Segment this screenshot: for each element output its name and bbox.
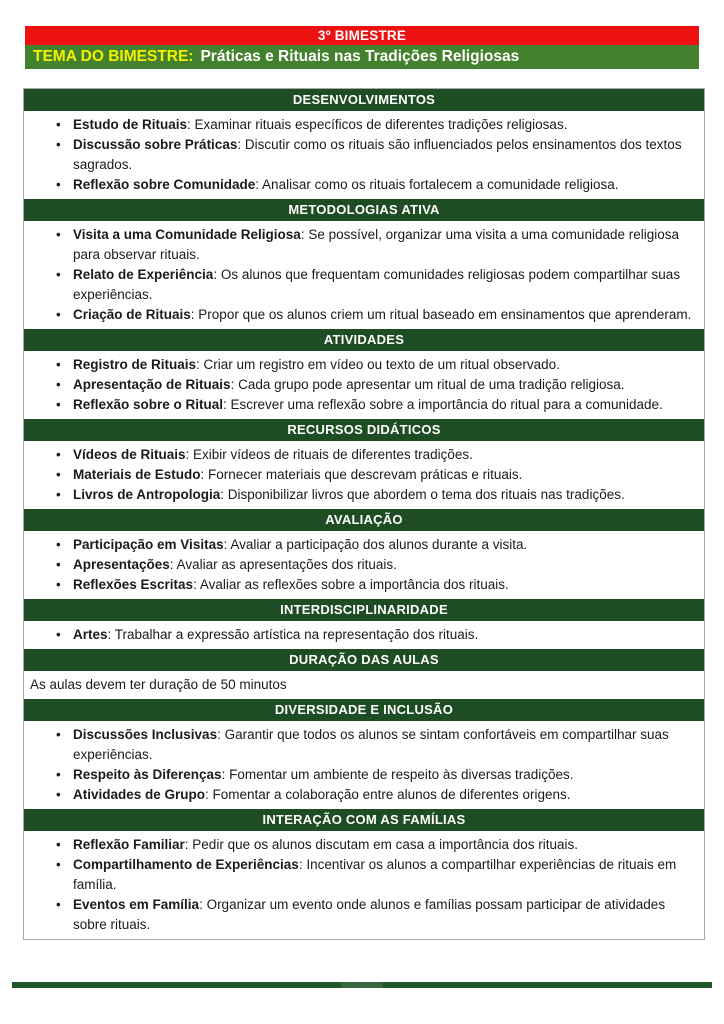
- plan-table: [23, 88, 705, 940]
- item-desc: : Cada grupo pode apresentar um ritual de uma tradição religiosa.: [230, 377, 625, 392]
- section-header-7: [24, 699, 704, 721]
- section-body-3: [24, 445, 704, 505]
- item-desc: : Disponibilizar livros que abordem o tema dos rituais nas tradições.: [220, 487, 625, 502]
- item-term: Livros de Antropologia: [73, 487, 221, 502]
- list-item: [24, 355, 698, 375]
- section-title: DURAÇÃO DAS AULAS: [289, 652, 439, 667]
- section-header-5: [24, 599, 704, 621]
- section-title: INTERDISCIPLINARIDADE: [280, 602, 448, 617]
- item-desc: : Se possível, organizar uma visita a uma comunidade religiosa para observar rituais.: [73, 227, 680, 262]
- theme-label: TEMA DO BIMESTRE:: [33, 48, 194, 65]
- item-desc: : Garantir que todos os alunos se sintam confortáveis em compartilhar suas experiências.: [73, 727, 669, 762]
- item-desc: : Criar um registro em vídeo ou texto de um ritual observado.: [196, 357, 560, 372]
- list-item: [24, 225, 698, 265]
- section-header-2: [24, 329, 704, 351]
- item-term: Relato de Experiência: [73, 267, 214, 282]
- item-desc: : Trabalhar a expressão artística na representação dos rituais.: [107, 627, 479, 642]
- item-desc: : Avaliar as apresentações dos rituais.: [169, 557, 397, 572]
- duration-text: As aulas devem ter duração de 50 minutos: [30, 677, 287, 692]
- list-item: [24, 535, 698, 555]
- section-body-0: [24, 115, 704, 195]
- item-desc: : Os alunos que frequentam comunidades religiosas podem compartilhar suas experiências.: [73, 267, 681, 302]
- section-header-4: [24, 509, 704, 531]
- list-item: [24, 445, 698, 465]
- section-header-8: [24, 809, 704, 831]
- section-body-1: [24, 225, 704, 325]
- item-term: Reflexão sobre Comunidade: [73, 177, 256, 192]
- theme-banner: [25, 45, 699, 69]
- item-term: Criação de Rituais: [73, 307, 191, 322]
- section-body-4: [24, 535, 704, 595]
- item-desc: : Exibir vídeos de rituais de diferentes tradições.: [185, 447, 473, 462]
- item-term: Eventos em Família: [73, 897, 200, 912]
- list-item: [24, 765, 698, 785]
- bullet-list: [24, 625, 704, 645]
- item-term: Compartilhamento de Experiências: [73, 857, 299, 872]
- list-item: [24, 135, 698, 175]
- section-header-6: [24, 649, 704, 671]
- bullet-list: [24, 725, 704, 805]
- list-item: [24, 265, 698, 305]
- item-desc: : Fomentar um ambiente de respeito às diversas tradições.: [221, 767, 574, 782]
- item-term: Registro de Rituais: [73, 357, 197, 372]
- item-term: Apresentações: [73, 557, 170, 572]
- bullet-list: [24, 835, 704, 935]
- item-term: Discussões Inclusivas: [73, 727, 218, 742]
- bimester-banner: [25, 26, 699, 45]
- list-item: [24, 115, 698, 135]
- bullet-list: [24, 445, 704, 505]
- section-title: AVALIAÇÃO: [325, 512, 403, 527]
- item-term: Apresentação de Rituais: [73, 377, 231, 392]
- item-desc: : Fornecer materiais que descrevam práticas e rituais.: [200, 467, 523, 482]
- item-desc: : Analisar como os rituais fortalecem a comunidade religiosa.: [255, 177, 619, 192]
- section-title: RECURSOS DIDÁTICOS: [287, 422, 441, 437]
- bullet-list: [24, 115, 704, 195]
- item-desc: : Discutir como os rituais são influenciados pelos ensinamentos dos textos sagrados.: [73, 137, 682, 172]
- item-desc: : Avaliar as reflexões sobre a importância dos rituais.: [193, 577, 509, 592]
- section-header-1: [24, 199, 704, 221]
- bullet-list: [24, 225, 704, 325]
- item-desc: : Propor que os alunos criem um ritual baseado em ensinamentos que aprenderam.: [190, 307, 692, 322]
- item-desc: : Escrever uma reflexão sobre a importância do ritual para a comunidade.: [223, 397, 663, 412]
- section-title: DIVERSIDADE E INCLUSÃO: [274, 702, 454, 717]
- item-term: Artes: [73, 627, 108, 642]
- item-term: Reflexão Familiar: [73, 837, 185, 852]
- list-item: [24, 175, 698, 195]
- item-term: Reflexões Escritas: [73, 577, 194, 592]
- list-item: [24, 855, 698, 895]
- item-desc: : Examinar rituais específicos de diferentes tradições religiosas.: [187, 117, 568, 132]
- list-item: [24, 305, 698, 325]
- section-title: DESENVOLVIMENTOS: [292, 92, 436, 107]
- list-item: [24, 395, 698, 415]
- item-term: Atividades de Grupo: [73, 787, 206, 802]
- item-desc: : Fomentar a colaboração entre alunos de diferentes origens.: [205, 787, 571, 802]
- item-desc: : Avaliar a participação dos alunos durante a visita.: [223, 537, 528, 552]
- item-desc: : Pedir que os alunos discutam em casa a importância dos rituais.: [184, 837, 578, 852]
- bimester-title: 3º BIMESTRE: [317, 28, 407, 43]
- section-body-2: [24, 355, 704, 415]
- section-body-8: [24, 835, 704, 935]
- item-term: Vídeos de Rituais: [73, 447, 186, 462]
- theme-value: Práticas e Rituais nas Tradições Religiosas: [200, 48, 520, 65]
- list-item: [24, 375, 698, 395]
- list-item: [24, 895, 698, 935]
- list-item: [24, 465, 698, 485]
- list-item: [24, 575, 698, 595]
- list-item: [24, 485, 698, 505]
- item-term: Reflexão sobre o Ritual: [73, 397, 224, 412]
- section-body-7: [24, 725, 704, 805]
- section-header-3: [24, 419, 704, 441]
- section-header-0: [24, 89, 704, 111]
- item-desc: : Incentivar os alunos a compartilhar experiências de rituais em família.: [73, 857, 677, 892]
- list-item: [24, 835, 698, 855]
- section-title: INTERAÇÃO COM AS FAMÍLIAS: [262, 812, 466, 827]
- section-title: METODOLOGIAS ATIVA: [288, 202, 440, 217]
- section-body-6: [24, 675, 704, 695]
- item-term: Participação em Visitas: [73, 537, 224, 552]
- item-term: Estudo de Rituais: [73, 117, 188, 132]
- item-term: Discussão sobre Práticas: [73, 137, 238, 152]
- list-item: [24, 625, 698, 645]
- section-body-5: [24, 625, 704, 645]
- item-term: Respeito às Diferenças: [73, 767, 222, 782]
- section-title: ATIVIDADES: [323, 332, 405, 347]
- list-item: [24, 725, 698, 765]
- item-term: Materiais de Estudo: [73, 467, 201, 482]
- list-item: [24, 555, 698, 575]
- item-desc: : Organizar um evento onde alunos e famílias possam participar de atividades sobre rituais.: [73, 897, 666, 932]
- bullet-list: [24, 535, 704, 595]
- bullet-list: [24, 355, 704, 415]
- list-item: [24, 785, 698, 805]
- footer-bar: [12, 982, 712, 988]
- item-term: Visita a uma Comunidade Religiosa: [73, 227, 301, 242]
